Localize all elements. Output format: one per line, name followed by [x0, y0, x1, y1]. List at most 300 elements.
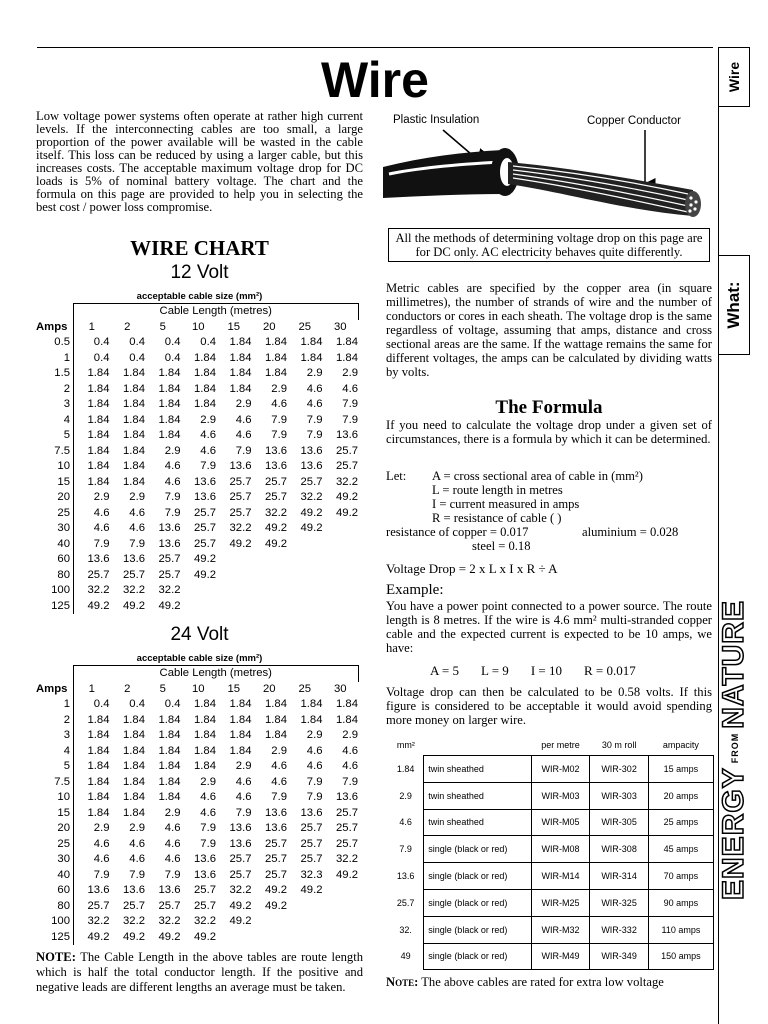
- table-row: [36, 759, 358, 775]
- table-12v-size-cell: 49.2: [194, 553, 216, 565]
- table-24v-size-cell: 32.2: [336, 853, 358, 865]
- table-24v-size-cell: [287, 899, 323, 915]
- table-row: [36, 930, 358, 946]
- table-12v-size-cell: 7.9: [93, 537, 110, 550]
- cables-cell: WIR-349: [590, 943, 649, 970]
- table-24v-size-cell: 49.2: [265, 899, 287, 912]
- cables-cell: 32.: [399, 924, 412, 935]
- table-24v-size-cell: 32.2: [194, 915, 216, 927]
- table-24v-size-cell: 1.84: [194, 744, 216, 757]
- table-24v-size-cell: 1.84: [336, 713, 358, 726]
- table-12v-amps-cell: 7.5: [36, 444, 74, 460]
- table-12v-size-cell: 4.6: [271, 398, 287, 410]
- table-12v-size-cell: 1.84: [158, 382, 181, 395]
- table-24v-size-cell: [252, 914, 288, 930]
- table-12v-size-cell: 25.7: [336, 444, 358, 457]
- table-12v-size-cell: 49.2: [265, 522, 287, 534]
- table-24v-amps-cell: 30: [36, 852, 74, 868]
- table-24v-size-cell: 1.84: [229, 744, 252, 757]
- table-24v-size-cell: 7.9: [200, 837, 216, 850]
- table-12v-size-cell: 7.9: [200, 460, 216, 472]
- table-24v-length-2: 2: [124, 682, 131, 695]
- cables-cell: 90 amps: [648, 889, 713, 916]
- table-12v-size-cell: 2.9: [235, 398, 252, 410]
- table-12v-size-cell: 49.2: [300, 522, 323, 534]
- table-12v-size-cell: 13.6: [229, 460, 252, 472]
- table-row: [36, 413, 358, 429]
- table-12v-size-cell: 1.84: [300, 351, 323, 364]
- table-24v-size-cell: 1.84: [123, 713, 145, 726]
- table-12v-size-cell: 1.84: [87, 413, 110, 426]
- table-row: [36, 868, 358, 884]
- table-12v-size-cell: 7.9: [164, 506, 181, 519]
- table-row: [36, 837, 358, 853]
- table-24v-amps-cell: 80: [36, 899, 74, 915]
- cables-cell: WIR-M14: [531, 863, 590, 890]
- let-item-l: L = route length in metres: [432, 483, 563, 497]
- table-24v-size-cell: 49.2: [194, 930, 216, 943]
- table-24v-size-cell: 4.6: [271, 775, 287, 788]
- table-12v-size-cell: 49.2: [300, 506, 323, 519]
- table-24v-size-cell: 1.84: [87, 713, 110, 726]
- table-12v-size-cell: 1.84: [123, 413, 145, 426]
- example-heading: Example:: [386, 582, 444, 598]
- table-12v-size-cell: 49.2: [336, 506, 358, 519]
- table-12v-size-cell: [181, 583, 217, 599]
- table-24v-size-cell: 1.84: [87, 760, 110, 772]
- example-value-l: L = 9: [481, 663, 509, 678]
- table-row: [36, 744, 358, 760]
- table-24v-size-cell: 1.84: [158, 744, 181, 757]
- table-12v-acceptable-label: acceptable cable size (mm²): [136, 291, 263, 302]
- table-row: [388, 889, 714, 916]
- intro-paragraph: Low voltage power systems often operate at rather high current levels. If the interconnecting cables are too small, a large proportion of the power available will be wasted in the cable itself. This loss can be reduced by using a larger cable, but this increases costs. The acceptable maximum voltage drop for DC loads is 5% of nominal battery voltage. The chart and the formula on this page are provided to help you in selecting the best cost / power loss compromise.: [36, 109, 363, 214]
- table-12v-amps-cell: 125: [36, 599, 74, 615]
- table-12v-size-cell: 4.6: [200, 429, 216, 441]
- table-12v-size-cell: 2.9: [271, 382, 287, 395]
- table-24v-size-cell: 32.3: [300, 868, 323, 881]
- table-12v-amps-cell: 15: [36, 475, 74, 491]
- table-row: [36, 366, 358, 382]
- table-12v-size-cell: 7.9: [306, 429, 323, 441]
- table-24v-size-cell: 7.9: [306, 775, 323, 788]
- table-24v-size-cell: 32.2: [158, 915, 181, 927]
- sidebar-tab-what: What:: [718, 255, 750, 355]
- table-row: [388, 863, 714, 890]
- cables-cell: WIR-M25: [531, 889, 590, 916]
- table-row: [36, 790, 358, 806]
- cables-cell: twin sheathed: [424, 809, 531, 836]
- cables-cell: WIR-308: [590, 836, 649, 863]
- table-row: [36, 821, 358, 837]
- table-24v-size-cell: 1.84: [87, 729, 110, 741]
- cables-cell: 13.6: [396, 871, 415, 882]
- table-12v-size-cell: [181, 599, 217, 615]
- cables-cell: 25 amps: [648, 809, 713, 836]
- table-12v-size-cell: 1.84: [229, 382, 252, 395]
- table-12v-size-cell: [323, 521, 359, 537]
- cables-cell: WIR-303: [590, 782, 649, 809]
- table-12v-length-5: 5: [159, 320, 166, 333]
- table-12v-amps-cell: 60: [36, 552, 74, 568]
- table-12v-size-cell: 1.84: [265, 367, 287, 379]
- cables-cell: 2.9: [399, 790, 412, 801]
- table-24v-amps-cell: 1: [36, 697, 74, 713]
- table-24v-size-cell: 4.6: [129, 853, 145, 865]
- table-12v-length-1: 1: [88, 320, 95, 333]
- table-24v-size-cell: 13.6: [194, 853, 216, 865]
- table-row: [36, 599, 358, 615]
- table-24v-size-cell: 1.84: [123, 744, 145, 757]
- bottom-note: Note: The above cables are rated for extra low voltage: [386, 975, 664, 989]
- cables-header-2: per metre: [541, 740, 580, 750]
- table-24v-size-cell: 1.84: [300, 713, 323, 726]
- table-12v-size-cell: 0.4: [129, 351, 145, 364]
- table-12v-size-cell: 1.84: [336, 351, 358, 364]
- table-12v-size-cell: 1.84: [158, 398, 181, 410]
- table-24v-size-cell: 13.6: [194, 868, 216, 881]
- table-12v-size-cell: 13.6: [158, 522, 181, 534]
- table-12v-size-cell: 49.2: [158, 599, 181, 612]
- table-24v-amps-cell: 2: [36, 713, 74, 729]
- table-12v-size-cell: 1.84: [229, 336, 252, 348]
- table-row: [36, 382, 358, 398]
- table-12v-size-cell: [287, 583, 323, 599]
- table-12v-size-cell: 25.7: [158, 568, 181, 581]
- table-12v-size-cell: 1.84: [123, 444, 145, 457]
- table-12v-size-cell: 7.9: [271, 429, 287, 441]
- table-24v-size-cell: 25.7: [87, 899, 110, 912]
- table-12v-size-cell: 32.2: [336, 475, 358, 488]
- let-item-r: R = resistance of cable ( ): [432, 511, 562, 525]
- table-24v-size-cell: 13.6: [229, 822, 252, 834]
- table-12v-amps-cell: 20: [36, 490, 74, 506]
- cables-cell: 25.7: [396, 897, 415, 908]
- table-24v-title: 24 Volt: [170, 624, 229, 645]
- table-12v-size-cell: 25.7: [194, 537, 216, 550]
- formula-heading: The Formula: [495, 397, 603, 418]
- table-24v-size-cell: 0.4: [93, 698, 110, 710]
- table-24v-size-cell: 13.6: [229, 837, 252, 850]
- table-24v-amps-cell: 20: [36, 821, 74, 837]
- cables-cell: 45 amps: [648, 836, 713, 863]
- table-12v-size-cell: 13.6: [87, 553, 110, 565]
- table-24v-size-cell: 1.84: [123, 729, 145, 741]
- table-row: [388, 916, 714, 943]
- table-12v-size-cell: 4.6: [164, 475, 181, 488]
- table-24v-length-5: 5: [159, 682, 166, 695]
- table-24v-size-cell: 7.9: [200, 822, 216, 834]
- table-24v-size-cell: 1.84: [123, 760, 145, 772]
- table-24v-size-cell: 25.7: [265, 837, 287, 850]
- example-values: [430, 663, 700, 679]
- cables-cell: 1.84: [396, 763, 415, 774]
- table-row: [388, 836, 714, 863]
- table-12v-amps-cell: 2: [36, 382, 74, 398]
- cables-cell: single (black or red): [424, 863, 531, 890]
- table-12v-size-cell: 32.2: [300, 491, 323, 503]
- table-12v-size-cell: 25.7: [229, 475, 252, 488]
- table-12v-size-cell: 2.9: [342, 367, 358, 379]
- table-24v-size-cell: 25.7: [194, 884, 216, 896]
- table-24v-size-cell: 1.84: [158, 713, 181, 726]
- table-24v-size-cell: 4.6: [93, 837, 110, 850]
- cables-cell: single (black or red): [424, 916, 531, 943]
- table-row: [36, 335, 358, 351]
- table-12v-size-cell: 25.7: [194, 506, 216, 519]
- table-24v-length-25: 25: [298, 682, 312, 695]
- table-12v-size-cell: 1.84: [123, 429, 145, 441]
- table-24v-size-cell: 32.2: [123, 915, 145, 927]
- cables-header-3: 30 m roll: [601, 740, 637, 750]
- table-24v-size-cell: 1.84: [158, 760, 181, 772]
- table-24v-amps-cell: 15: [36, 806, 74, 822]
- table-12v-size-cell: [287, 599, 323, 615]
- table-12v-size-cell: 4.6: [200, 444, 216, 457]
- table-24v-size-cell: 13.6: [87, 884, 110, 896]
- table-row: [36, 697, 358, 713]
- table-12v-size-cell: 4.6: [342, 382, 358, 395]
- table-24v-size-cell: 1.84: [87, 806, 110, 819]
- table-24v-size-cell: 49.2: [87, 930, 110, 943]
- table-12v-size-cell: 49.2: [123, 599, 145, 612]
- table-12v-size-cell: 1.84: [158, 413, 181, 426]
- table-24v-size-cell: [323, 899, 359, 915]
- table-12v-size-cell: 0.4: [164, 351, 181, 364]
- table-12v-size-cell: 1.84: [265, 336, 287, 348]
- table-24v-size-cell: [323, 883, 359, 899]
- table-12v-amps-cell: 80: [36, 568, 74, 584]
- table-24v-size-cell: 4.6: [200, 791, 216, 803]
- cables-cell: WIR-302: [590, 756, 649, 783]
- cables-cell: WIR-M05: [531, 809, 590, 836]
- table-12v-size-cell: 4.6: [93, 522, 110, 534]
- table-24v-size-cell: 2.9: [164, 806, 181, 819]
- table-row: [36, 397, 358, 413]
- table-12v-size-cell: [216, 568, 252, 584]
- table-12v-size-cell: 1.84: [158, 367, 181, 379]
- table-24v-amps-cell: 7.5: [36, 775, 74, 791]
- cable-length-note: NOTE: The Cable Length in the above tables are route length which is half the total conductor length. If the positive and negative leads are different lengths an average must be taken.: [36, 950, 363, 994]
- cables-header-0: mm²: [396, 740, 415, 751]
- table-24v-size-cell: 0.4: [164, 698, 181, 710]
- table-24v-size-cell: 1.84: [336, 698, 358, 710]
- table-12v-amps-cell: 100: [36, 583, 74, 599]
- table-12v-amps-cell: 5: [36, 428, 74, 444]
- table-24v-amps-cell: 40: [36, 868, 74, 884]
- table-12v-size-cell: 49.2: [87, 599, 110, 612]
- table-12v-size-cell: [287, 537, 323, 553]
- table-24v-acceptable-label: acceptable cable size (mm²): [136, 653, 263, 664]
- table-24v-size-cell: [287, 914, 323, 930]
- table-12v-amps-cell: 30: [36, 521, 74, 537]
- cables-cell: single (black or red): [424, 889, 531, 916]
- table-12v-size-cell: 13.6: [265, 444, 287, 457]
- cables-header-4: ampacity: [662, 740, 699, 750]
- table-12v-size-cell: 1.84: [87, 367, 110, 379]
- table-24v-size-cell: 4.6: [164, 853, 181, 865]
- table-12v-size-cell: 1.84: [87, 475, 110, 488]
- cables-cell: WIR-M08: [531, 836, 590, 863]
- table-row: [36, 728, 358, 744]
- table-12v-size-cell: [252, 583, 288, 599]
- table-24v-size-cell: 1.84: [87, 775, 110, 788]
- table-row: [36, 806, 358, 822]
- table-12v-size-cell: 2.9: [93, 491, 110, 503]
- table-24v-size-cell: 1.84: [265, 729, 287, 741]
- table-24v-size-cell: 1.84: [87, 791, 110, 803]
- table-24v-size-cell: 7.9: [164, 868, 181, 881]
- cables-cell: WIR-332: [590, 916, 649, 943]
- table-12v-size-cell: 4.6: [306, 398, 323, 410]
- table-12v-size-cell: 7.9: [342, 413, 358, 426]
- table-12v-length-label: Cable Length (metres): [74, 304, 359, 320]
- table-12v-size-cell: [323, 583, 359, 599]
- table-12v-amps-cell: 40: [36, 537, 74, 553]
- energy-from-nature-logo: ENERGYFROMNATURE: [717, 600, 750, 900]
- table-24v-size-cell: 13.6: [336, 791, 358, 803]
- table-12v-size-cell: 49.2: [194, 568, 216, 581]
- table-12v-size-cell: [323, 599, 359, 615]
- table-12v-amps-cell: 1.5: [36, 366, 74, 382]
- table-24v-size-cell: 2.9: [93, 822, 110, 834]
- cables-cell: single (black or red): [424, 836, 531, 863]
- metric-cables-paragraph: Metric cables are specified by the copper area (in square millimetres), the number of strands of wire and the number of conductors or cores in each sheath. The voltage drop is the same regardless of voltage, assuming that amps, distance and cross sectional areas are the same. If the wattage remains the same for different voltages, the amps can be calculated by dividing watts by volts.: [386, 281, 712, 379]
- table-12v-size-cell: [252, 568, 288, 584]
- table-24v-size-cell: 4.6: [306, 744, 323, 757]
- table-12v-size-cell: 1.84: [123, 382, 145, 395]
- table-24v-size-cell: 1.84: [194, 698, 216, 710]
- table-12v-size-cell: 13.6: [300, 444, 323, 457]
- table-12v-size-cell: 2.9: [200, 413, 216, 426]
- cables-cell: 20 amps: [648, 782, 713, 809]
- table-24v-size-cell: [323, 930, 359, 946]
- table-12v-size-cell: 49.2: [336, 491, 358, 503]
- table-24v-size-cell: 0.4: [129, 698, 145, 710]
- table-row: [36, 506, 358, 522]
- table-24v-amps-cell: 25: [36, 837, 74, 853]
- table-12v-size-cell: 0.4: [129, 336, 145, 348]
- table-12v-amps-cell: 3: [36, 397, 74, 413]
- table-row: [36, 583, 358, 599]
- table-12v-size-cell: 25.7: [194, 522, 216, 534]
- table-12v-size-cell: 32.2: [265, 506, 287, 519]
- table-24v-amps-cell: 100: [36, 914, 74, 930]
- table-12v-size-cell: 0.4: [93, 351, 110, 364]
- table-24v-size-cell: 4.6: [235, 775, 252, 788]
- table-12v-size-cell: 13.6: [300, 460, 323, 472]
- table-24v-size-cell: 25.7: [336, 806, 358, 819]
- table-24v-size-cell: 25.7: [265, 853, 287, 865]
- table-12v: [36, 303, 359, 614]
- cables-cell: 7.9: [399, 844, 412, 855]
- table-24v-size-cell: 49.2: [158, 930, 181, 943]
- sidebar-tab-wire: Wire: [718, 47, 750, 107]
- table-12v-size-cell: [323, 537, 359, 553]
- table-24v-size-cell: 25.7: [158, 899, 181, 912]
- table-24v-size-cell: 7.9: [306, 791, 323, 803]
- table-24v-size-cell: 4.6: [93, 853, 110, 865]
- table-12v-size-cell: 1.84: [123, 475, 145, 488]
- table-24v-size-cell: 25.7: [123, 899, 145, 912]
- table-12v-size-cell: 25.7: [265, 475, 287, 488]
- table-24v-size-cell: 1.84: [229, 698, 252, 710]
- table-12v-amps-cell: 0.5: [36, 335, 74, 351]
- example-result: Voltage drop can then be calculated to be 0.58 volts. If this figure is considered to be acceptable it would avoid spending more money on larger wire.: [386, 685, 712, 727]
- table-12v-size-cell: 0.4: [164, 336, 181, 348]
- table-12v-length-2: 2: [124, 320, 131, 333]
- table-12v-size-cell: 13.6: [123, 553, 145, 565]
- table-row: [36, 552, 358, 568]
- cables-cell: 110 amps: [648, 916, 713, 943]
- table-12v-size-cell: 1.84: [194, 367, 216, 379]
- table-12v-size-cell: 25.7: [300, 475, 323, 488]
- table-24v-size-cell: 4.6: [342, 744, 358, 757]
- table-24v-size-cell: 49.2: [300, 884, 323, 896]
- table-24v-length-label: Cable Length (metres): [74, 666, 359, 682]
- cables-cell: twin sheathed: [424, 782, 531, 809]
- table-row: [36, 537, 358, 553]
- table-12v-size-cell: 1.84: [194, 398, 216, 410]
- table-24v-amps-header: Amps: [36, 682, 74, 698]
- table-12v-size-cell: 25.7: [229, 491, 252, 503]
- table-12v-size-cell: 1.84: [87, 460, 110, 472]
- table-12v-size-cell: 7.9: [306, 413, 323, 426]
- table-24v-size-cell: 25.7: [194, 899, 216, 912]
- table-24v-size-cell: 13.6: [265, 806, 287, 819]
- table-12v-size-cell: 4.6: [235, 413, 252, 426]
- table-12v-size-cell: [252, 552, 288, 568]
- table-12v-amps-header: Amps: [36, 320, 74, 336]
- table-12v-size-cell: 2.9: [306, 367, 323, 379]
- cables-cell: 70 amps: [648, 863, 713, 890]
- table-12v-size-cell: 32.2: [123, 584, 145, 596]
- table-12v-size-cell: 1.84: [265, 351, 287, 364]
- table-24v-size-cell: [252, 930, 288, 946]
- table-24v-length-15: 15: [227, 682, 241, 695]
- table-row: [388, 809, 714, 836]
- table-24v-size-cell: 1.84: [300, 698, 323, 710]
- table-24v-size-cell: 7.9: [235, 806, 252, 819]
- page-title: Wire: [321, 52, 429, 108]
- table-24v-size-cell: 25.7: [300, 837, 323, 850]
- table-24v-size-cell: [287, 930, 323, 946]
- table-24v-amps-cell: 3: [36, 728, 74, 744]
- table-12v-size-cell: 1.84: [123, 460, 145, 472]
- table-24v-length-10: 10: [191, 682, 205, 695]
- table-row: [36, 459, 358, 475]
- cables-cell: WIR-305: [590, 809, 649, 836]
- table-12v-size-cell: 0.4: [200, 336, 216, 348]
- table-12v-size-cell: 1.84: [87, 444, 110, 457]
- table-12v-size-cell: 7.9: [342, 398, 358, 410]
- table-12v-size-cell: [323, 568, 359, 584]
- voltage-drop-formula: Voltage Drop = 2 x L x I x R ÷ A: [386, 561, 558, 576]
- table-24v-size-cell: 32.2: [229, 884, 252, 896]
- resistance-steel: steel = 0.18: [472, 539, 531, 553]
- cables-cell: WIR-M32: [531, 916, 590, 943]
- table-row: [36, 899, 358, 915]
- table-24v-size-cell: 4.6: [129, 837, 145, 850]
- table-12v-length-20: 20: [262, 320, 276, 333]
- table-12v-size-cell: 32.2: [87, 584, 110, 596]
- cables-cell: 15 amps: [648, 756, 713, 783]
- table-12v-size-cell: 7.9: [164, 491, 181, 503]
- table-12v-size-cell: 1.84: [229, 367, 252, 379]
- table-24v-size-cell: 1.84: [123, 775, 145, 788]
- table-12v-size-cell: 1.84: [229, 351, 252, 364]
- table-12v-size-cell: 13.6: [194, 475, 216, 488]
